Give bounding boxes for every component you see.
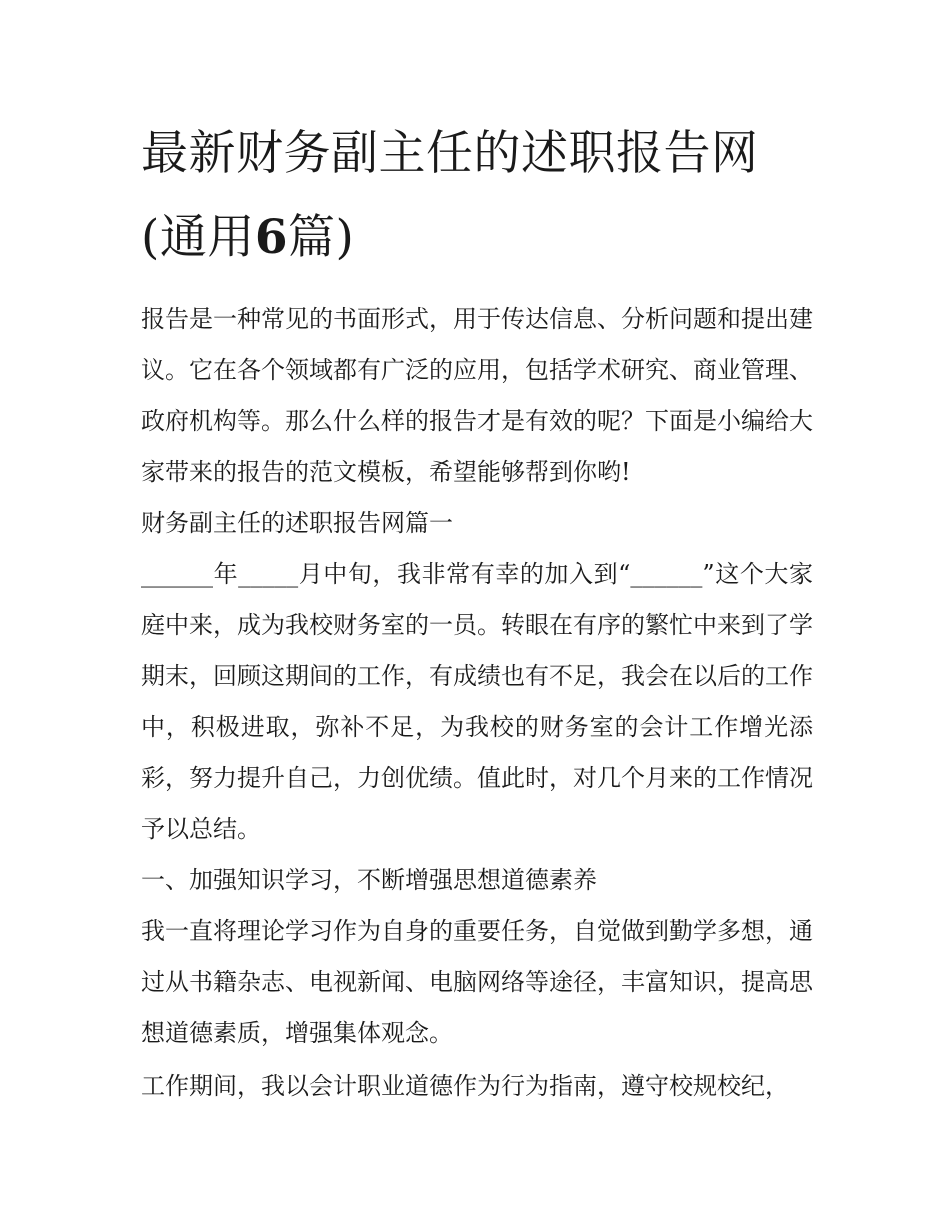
body-paragraph: 我一直将理论学习作为自身的重要任务，自觉做到勤学多想，通过从书籍杂志、电视新闻、电脑网络等途径，丰富知识，提高思想道德素质，增强集体观念。 (141, 917, 813, 1047)
subsection-heading: 一、加强知识学习，不断增强思想道德素养 (141, 866, 597, 894)
title-line-2-open: (通用 (141, 210, 255, 265)
intro-paragraph: 报告是一种常见的书面形式，用于传达信息、分析问题和提出建议。它在各个领域都有广泛的应用，包括学术研究、商业管理、政府机构等。那么什么样的报告才是有效的呢？下面是小编给大家带来的报告的范文模板，希望能够帮到你哟! (141, 305, 813, 486)
title-line-2-number: 6 (254, 210, 289, 265)
document-title (141, 112, 813, 280)
body-paragraph: ______年_____月中旬，我非常有幸的加入到“______”这个大家庭中来，成为我校财务室的一员。转眼在有序的繁忙中来到了学期末，回顾这期间的工作，有成绩也有不足，我会在以后的工作中，积极进取，弥补不足，为我校的财务室的会计工作增光添彩，努力提升自己，力创优绩。值此时，对几个月来的工作情况予以总结。 (141, 560, 813, 843)
title-line-2-close: 篇) (288, 210, 355, 265)
section-heading-part-one: 财务副主任的述职报告网篇一 (141, 509, 453, 537)
title-line-1: 最新财务副主任的述职报告网 (141, 126, 759, 181)
document-body (141, 112, 813, 1112)
body-paragraph: 工作期间，我以会计职业道德作为行为指南，遵守校规校纪， (141, 1072, 789, 1100)
